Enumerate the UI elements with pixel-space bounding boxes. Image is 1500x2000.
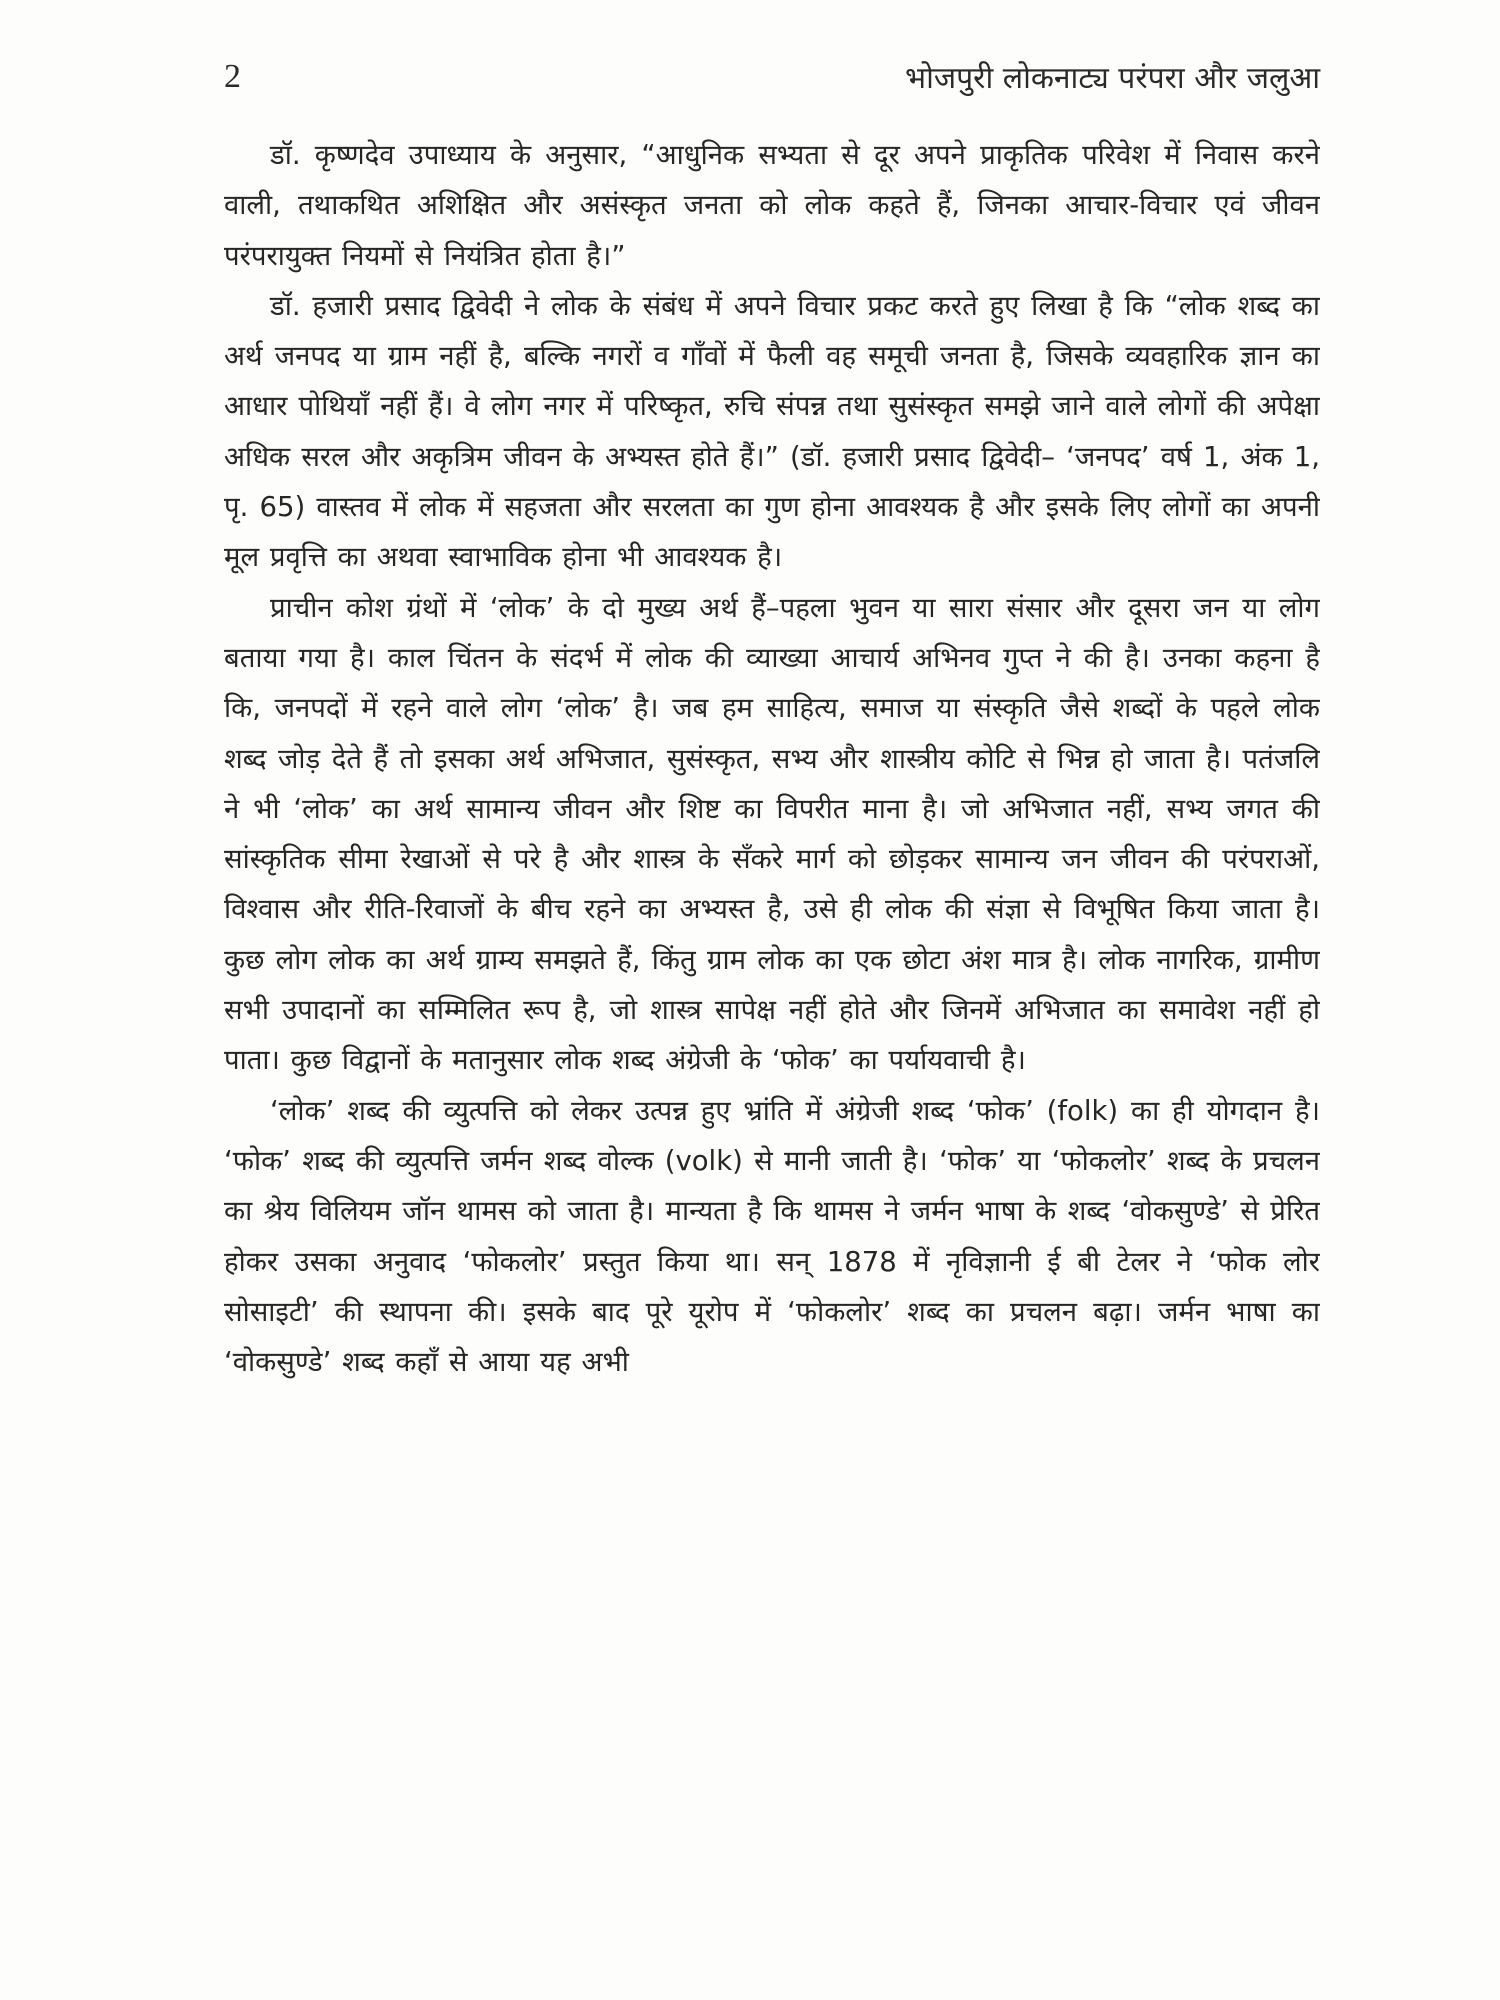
paragraph: ‘लोक’ शब्द की व्युत्पत्ति को लेकर उत्पन्न हुए भ्रांति में अंग्रेजी शब्द ‘फोक’ (folk) का ही योगदान है। ‘फोक’ शब्द की व्युत्पत्ति जर्मन शब्द वोल्क (volk) से मानी जाती है। ‘फोक’ या ‘फोकलोर’ शब्द के प्रचलन का श्रेय विलियम जॉन थामस को जाता है। मान्यता है कि थामस ने जर्मन भाषा के शब्द ‘वोकसुण्डे’ से प्रेरित होकर उसका अनुवाद ‘फोकलोर’ प्रस्तुत किया था। सन् 1878 में नृविज्ञानी ई बी टेलर ने ‘फोक लोर सोसाइटी’ की स्थापना की। इसके बाद पूरे यूरोप में ‘फोकलोर’ शब्द का प्रचलन बढ़ा। जर्मन भाषा का ‘वोकसुण्डे’ शब्द कहाँ से आया यह अभी [224, 1094, 1320, 1379]
running-title: भोजपुरी लोकनाट्य परंपरा और जलुआ [905, 61, 1320, 96]
page-number: 2 [224, 58, 241, 95]
paragraph: डॉ. कृष्णदेव उपाध्याय के अनुसार, “आधुनिक सभ्यता से दूर अपने प्राकृतिक परिवेश में निवास करने वाली, तथाकथित अशिक्षित और असंस्कृत जनता को लोक कहते हैं, जिनका आचार-विचार एवं जीवन परंपरायुक्त नियमों से नियंत्रित होता है।” [224, 139, 1320, 272]
body-text [224, 130, 1320, 1985]
paragraph: डॉ. हजारी प्रसाद द्विवेदी ने लोक के संबंध में अपने विचार प्रकट करते हुए लिखा है कि “लोक शब्द का अर्थ जनपद या ग्राम नहीं है, बल्कि नगरों व गाँवों में फैली वह समूची जनता है, जिसके व्यवहारिक ज्ञान का आधार पोथियाँ नहीं हैं। वे लोग नगर में परिष्कृत, रुचि संपन्न तथा सुसंस्कृत समझे जाने वाले लोगों की अपेक्षा अधिक सरल और अकृत्रिम जीवन के अभ्यस्त होते हैं।” (डॉ. हजारी प्रसाद द्विवेदी– ‘जनपद’ वर्ष 1, अंक 1, पृ. 65) वास्तव में लोक में सहजता और सरलता का गुण होना आवश्यक है और इसके लिए लोगों का अपनी मूल प्रवृत्ति का अथवा स्वाभाविक होना भी आवश्यक है। [224, 289, 1320, 574]
paragraph: प्राचीन कोश ग्रंथों में ‘लोक’ के दो मुख्य अर्थ हैं–पहला भुवन या सारा संसार और दूसरा जन या लोग बताया गया है। काल चिंतन के संदर्भ में लोक की व्याख्या आचार्य अभिनव गुप्त ने की है। उनका कहना है कि, जनपदों में रहने वाले लोग ‘लोक’ है। जब हम साहित्य, समाज या संस्कृति जैसे शब्दों के पहले लोक शब्द जोड़ देते हैं तो इसका अर्थ अभिजात, सुसंस्कृत, सभ्य और शास्त्रीय कोटि से भिन्न हो जाता है। पतंजलि ने भी ‘लोक’ का अर्थ सामान्य जीवन और शिष्ट का विपरीत माना है। जो अभिजात नहीं, सभ्य जगत की सांस्कृतिक सीमा रेखाओं से परे है और शास्त्र के सँकरे मार्ग को छोड़कर सामान्य जन जीवन की परंपराओं, विश्वास और रीति-रिवाजों के बीच रहने का अभ्यस्त है, उसे ही लोक की संज्ञा से विभूषित किया जाता है। कुछ लोग लोक का अर्थ ग्राम्य समझते हैं, किंतु ग्राम लोक का एक छोटा अंश मात्र है। लोक नागरिक, ग्रामीण सभी उपादानों का सम्मिलित रूप है, जो शास्त्र सापेक्ष नहीं होते और जिनमें अभिजात का समावेश नहीं हो पाता। कुछ विद्वानों के मतानुसार लोक शब्द अंग्रेजी के ‘फोक’ का पर्यायवाची है। [224, 591, 1320, 1077]
page-header [224, 48, 1320, 118]
